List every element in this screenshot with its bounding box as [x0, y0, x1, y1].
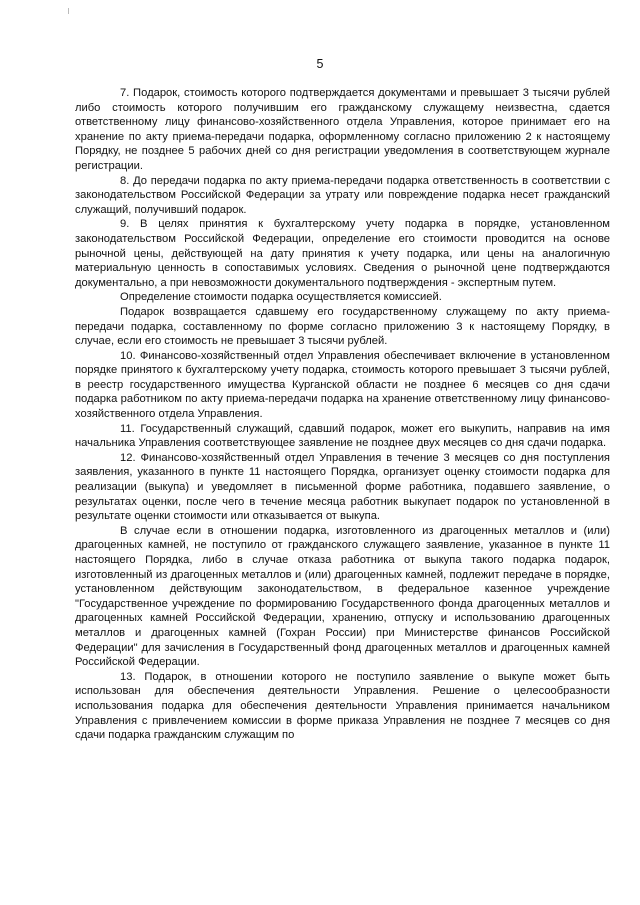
paragraph-valuation-commission: Определение стоимости подарка осуществляется комиссией. [120, 291, 442, 304]
paragraph-item-7: 7. Подарок, стоимость которого подтверждается документами и превышает 3 тысячи рублей либо стоимость которого получившим его гражданскому служащему неизвестна, сдается ответственному лицу финансово-хозяйственного отдела Управления, которое принимает его на хранение по акту приема-передачи подарка, оформленному согласно приложению 2 к настоящему Порядку, не позднее 5 рабочих дней со дня регистрации уведомления в соответствующем журнале регистрации. [75, 87, 610, 172]
paragraph-item-11: 11. Государственный служащий, сдавший подарок, может его выкупить, направив на имя начальника Управления соответствующее заявление не позднее двух месяцев со дня сдачи подарка. [75, 422, 610, 450]
paragraph-item-10: 10. Финансово-хозяйственный отдел Управления обеспечивает включение в установленном порядке принятого к бухгалтерскому учету подарка, стоимость которого превышает 3 тысячи рублей, в реестр государственного имущества Курганской области не позднее 6 месяцев со дня сдачи подарка работником по акту приема-передачи подарка на хранение ответственному лицу финансово-хозяйственного отдела Управления. [75, 349, 610, 421]
paragraph-precious-metals: В случае если в отношении подарка, изготовленного из драгоценных металлов и (или) драгоценных камней, не поступило от гражданского служащего заявление, указанное в пункте 11 настоящего Порядка, либо в случае отказа работника от выкупа такого подарка подарок, изготовленный из драгоценных металлов и (или) драгоценных камней, подлежит передаче в порядке, установленном действующим законодательством, в федеральное казенное учреждение "Государственное учреждение по формированию Государственного фонда драгоценных металлов и драгоценных камней Российской Федерации, хранению, отпуску и использованию драгоценных металлов и драгоценных камней (Гохран России) при Министерстве финансов Российской Федерации" для зачисления в Государственный фонд драгоценных металлов и драгоценных камней Российской Федерации. [75, 524, 610, 669]
document-body [75, 86, 610, 743]
page-number: 5 [316, 57, 324, 71]
paragraph-item-12: 12. Финансово-хозяйственный отдел Управления в течение 3 месяцев со дня поступления заявления, указанного в пункте 11 настоящего Порядка, организует оценку стоимости подарка для реализации (выкупа) и уведомляет в письменной форме работника, подавшего заявление, о результатах оценки, после чего в течение месяца работник выкупает подарок по установленной в результате оценки стоимости или отказывается от выкупа. [75, 451, 610, 523]
paragraph-item-8: 8. До передачи подарка по акту приема-передачи подарка ответственность в соответствии с законодательством Российской Федерации за утрату или повреждение подарка несет гражданский служащий, получивший подарок. [75, 174, 610, 216]
paragraph-item-13: 13. Подарок, в отношении которого не поступило заявление о выкупе может быть использован для обеспечения деятельности Управления. Решение о целесообразности использования подарка для обеспечения деятельности Управления принимается начальником Управления с привлечением комиссии в форме приказа Управления не позднее 7 месяцев со дня сдачи подарка гражданским служащим по [75, 670, 610, 742]
paragraph-gift-return: Подарок возвращается сдавшему его государственному служащему по акту приема-передачи подарка, составленному по форме согласно приложению 3 к настоящему Порядку, в случае, если его стоимость не превышает 3 тысячи рублей. [75, 305, 610, 348]
paragraph-item-9: 9. В целях принятия к бухгалтерскому учету подарка в порядке, установленном законодательством Российской Федерации, определение его стоимости проводится на основе рыночной цены, действующей на дату принятия к учету подарка, или цены на аналогичную материальную ценность в сопоставимых условиях. Сведения о рыночной цене подтверждаются документально, а при невозможности документального подтверждения - экспертным путем. [75, 218, 610, 289]
scan-artifact [68, 8, 69, 14]
